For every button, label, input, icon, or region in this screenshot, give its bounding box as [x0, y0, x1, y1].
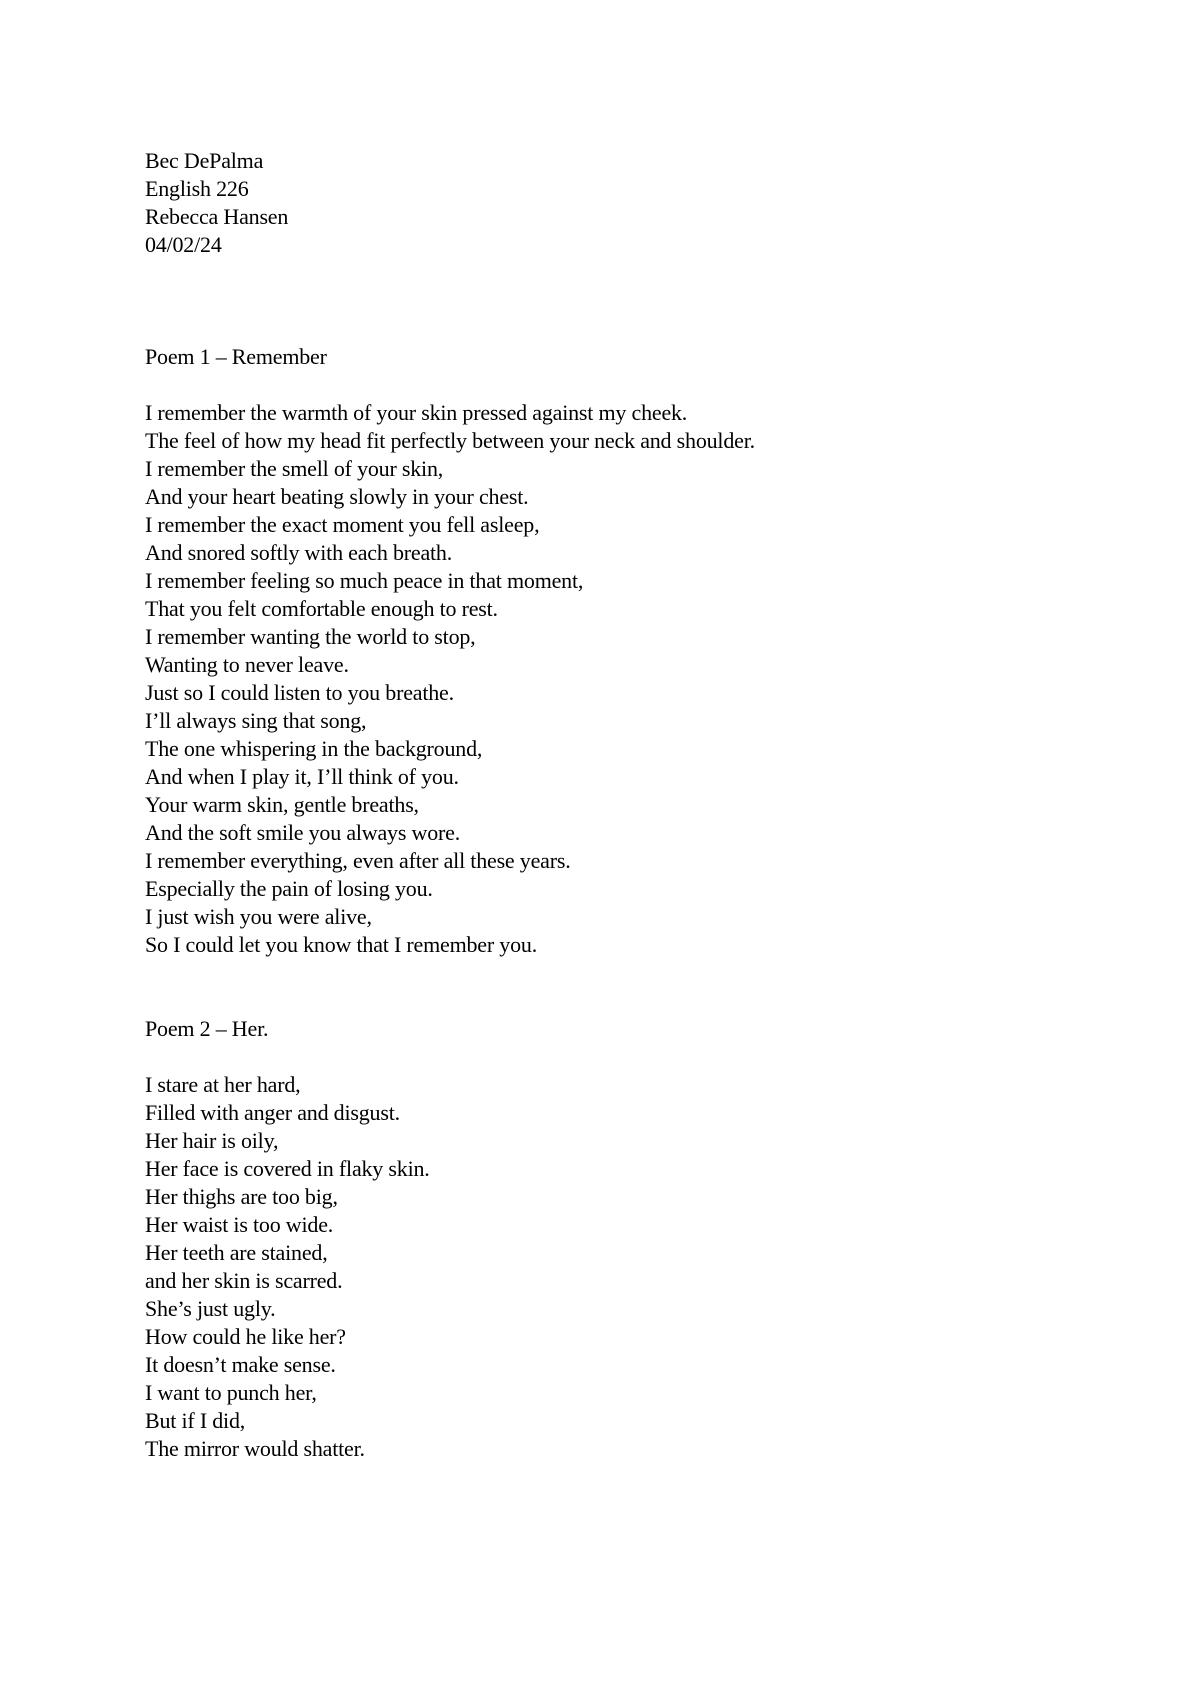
- header-block: [145, 147, 1105, 259]
- poem-line: I remember the exact moment you fell asleep,: [145, 512, 540, 537]
- poem-body: [145, 399, 1105, 959]
- poem-line: I remember the smell of your skin,: [145, 456, 444, 481]
- poem-line: The mirror would shatter.: [145, 1436, 365, 1461]
- poem-line: The one whispering in the background,: [145, 736, 483, 761]
- spacer: [145, 371, 1105, 399]
- poem-line: I remember wanting the world to stop,: [145, 624, 476, 649]
- poem-line: Her teeth are stained,: [145, 1240, 328, 1265]
- poem-line: So I could let you know that I remember you.: [145, 932, 538, 957]
- poem-line: Her thighs are too big,: [145, 1184, 338, 1209]
- poem-line: But if I did,: [145, 1408, 246, 1433]
- poem-line: Wanting to never leave.: [145, 652, 349, 677]
- poem-line: I’ll always sing that song,: [145, 708, 367, 733]
- poem-line: I want to punch her,: [145, 1380, 317, 1405]
- poem-line: Her hair is oily,: [145, 1128, 279, 1153]
- poem-line: Her waist is too wide.: [145, 1212, 334, 1237]
- poem-line: How could he like her?: [145, 1324, 346, 1349]
- poem-line: Especially the pain of losing you.: [145, 876, 433, 901]
- spacer: [145, 259, 1105, 343]
- instructor-name: Rebecca Hansen: [145, 204, 289, 229]
- poem-line: Your warm skin, gentle breaths,: [145, 792, 419, 817]
- date: 04/02/24: [145, 232, 222, 257]
- poem-title: Poem 2 – Her.: [145, 1016, 269, 1041]
- poem-line: And when I play it, I’ll think of you.: [145, 764, 459, 789]
- poem-line: That you felt comfortable enough to rest.: [145, 596, 498, 621]
- poem-line: She’s just ugly.: [145, 1296, 276, 1321]
- spacer: [145, 1043, 1105, 1071]
- poem-1: [145, 343, 1105, 959]
- poem-line: and her skin is scarred.: [145, 1268, 343, 1293]
- document-page: [145, 147, 1105, 1463]
- course-name: English 226: [145, 176, 249, 201]
- poem-body: [145, 1071, 1105, 1463]
- poem-line: Filled with anger and disgust.: [145, 1100, 400, 1125]
- poem-2: [145, 1015, 1105, 1463]
- poem-line: I remember the warmth of your skin pressed against my cheek.: [145, 400, 688, 425]
- poem-line: The feel of how my head fit perfectly between your neck and shoulder.: [145, 428, 755, 453]
- poem-line: It doesn’t make sense.: [145, 1352, 336, 1377]
- poem-line: I just wish you were alive,: [145, 904, 372, 929]
- poem-line: And your heart beating slowly in your chest.: [145, 484, 529, 509]
- spacer: [145, 959, 1105, 1015]
- poem-line: I remember feeling so much peace in that moment,: [145, 568, 584, 593]
- poem-line: Her face is covered in flaky skin.: [145, 1156, 430, 1181]
- poem-title: Poem 1 – Remember: [145, 344, 327, 369]
- poem-line: Just so I could listen to you breathe.: [145, 680, 454, 705]
- author-name: Bec DePalma: [145, 148, 264, 173]
- poem-line: I remember everything, even after all these years.: [145, 848, 571, 873]
- poem-line: And snored softly with each breath.: [145, 540, 453, 565]
- poem-line: I stare at her hard,: [145, 1072, 301, 1097]
- poem-line: And the soft smile you always wore.: [145, 820, 460, 845]
